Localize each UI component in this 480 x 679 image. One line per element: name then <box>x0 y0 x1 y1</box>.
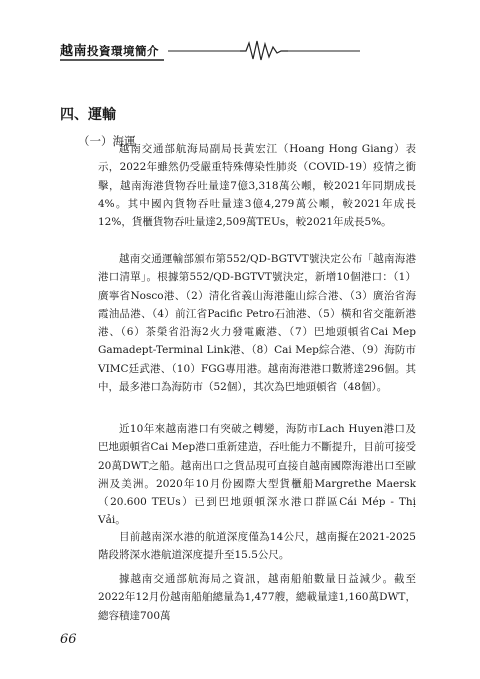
paragraph: 越南交通部航海局副局長黃宏江（Hoang Hong Giang）表示，2022年雖然仍受嚴重特殊傳染性肺炎（COVID-19）疫情之衝擊，越南海港貨物吞吐量達7億3,318萬公噸，較2021年同期成長4%。其中國內貨物吞吐量達3億4,279萬公噸，較2021年成長12%，貨櫃貨物吞吐量達2,509萬TEUs，較2021年成長5%。 <box>98 143 416 229</box>
section-title: 四、運輸 <box>60 107 116 123</box>
page-number: 66 <box>60 632 77 647</box>
paragraph: 近10年來越南港口有突破之轉變，海防市Lach Huyen港口及巴地頭頓省Cai Mep港口重新建造，吞吐能力不斷提升，目前可接受20萬DWT之船。越南出口之貨品現可直接自越南國際海港出口至歐洲及美洲。2020年10月份國際大型貨櫃船Margrethe Maersk（20.600 TEUs）已到巴地頭頓深水港口群區Cái Mép - Thị Vải。 <box>98 423 416 527</box>
running-header <box>60 38 430 62</box>
paragraph: 據越南交通部航海局之資訊，越南船舶數量日益減少。截至2022年12月份越南船舶總量為1,477艘，總載量達1,160萬DWT，總容積達700萬 <box>98 573 416 622</box>
header-title-country: 越南 <box>60 44 88 59</box>
subsection-title: （一）海運 <box>78 134 136 148</box>
header-title <box>60 40 159 59</box>
paragraph: 越南交通運輸部頒布第552/QD-BGTVT號決定公布「越南海港港口清單」。根據第552/QD-BGTVT號決定，新增10個港口：（1）廣寧省Nosco港、（2）清化省義山海港龍山綜合港、（3）廣治省海霞油品港、（4）前江省Pacific Petro石油港、（5）橫和省交龍新港港、（6）茶榮省沿海2火力發電廠港、（7）巴地頭頓省Cai Mep Gamadept-Terminal Link港、（8）Cai Mep綜合港、（9）海防市VIMC廷武港、（10）FGG專用港。越南海港港口數將達296個。其中，最多港口為海防市（52個），其次為巴地頭頓省（48個）。 <box>98 253 416 394</box>
paragraph: 目前越南深水港的航道深度僅為14公尺，越南擬在2021-2025階段將深水港航道深度提升至15.5公尺。 <box>98 531 416 562</box>
header-title-rest: 投資環境簡介 <box>87 44 160 58</box>
